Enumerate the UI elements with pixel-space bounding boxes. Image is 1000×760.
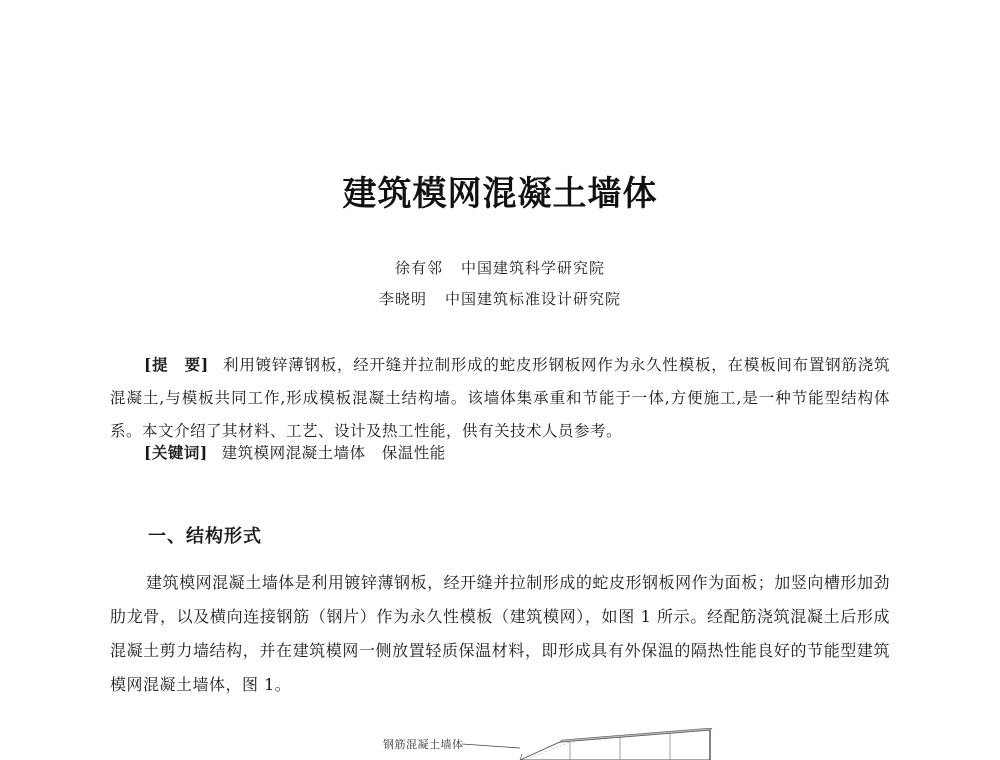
paper-title: 建筑模网混凝土墙体: [342, 174, 658, 214]
keyword: 保温性能: [381, 444, 446, 462]
section-paragraph: 建筑模网混凝土墙体是利用镀锌薄钢板，经开缝并拉制形成的蛇皮形钢板网作为面板；加竖向槽形加劲肋龙骨，以及横向连接钢筋（钢片）作为永久性模板（建筑模网），如图 1 所示。经配筋浇筑混凝土后形成混凝土剪力墙结构，并在建筑模网一侧放置轻质保温材料，即形成具有外保温的隔热性能良好的节能型建筑模网混凝土墙体，图 1。: [110, 573, 890, 694]
author-affiliation: 中国建筑标准设计研究院: [445, 290, 622, 308]
section-heading: 一、结构形式: [148, 526, 262, 547]
author-affiliation: 中国建筑科学研究院: [461, 259, 606, 277]
figure-label: 钢筋混凝土墙体: [383, 738, 464, 751]
author-name: 李晓明: [378, 290, 427, 308]
abstract-tag: [提 要]: [144, 355, 209, 374]
figure-1: [370, 728, 730, 760]
author-name: 徐有邻: [394, 259, 443, 277]
keywords-tag: [关键词]: [144, 443, 208, 462]
keyword: 建筑模网混凝土墙体: [221, 444, 366, 462]
keywords: [144, 441, 462, 463]
author-line-2: [0, 288, 1000, 309]
abstract-text: 利用镀锌薄钢板，经开缝并拉制形成的蛇皮形钢板网作为永久性模板，在模板间布置钢筋浇筑混凝土,与模板共同工作,形成模板混凝土结构墙。该墙体集承重和节能于一体,方便施工,是一种节能型结构体系。本文介绍了其材料、工艺、设计及热工性能，供有关技术人员参考。: [110, 356, 890, 440]
abstract: [110, 348, 890, 448]
author-line-1: [0, 257, 1000, 278]
